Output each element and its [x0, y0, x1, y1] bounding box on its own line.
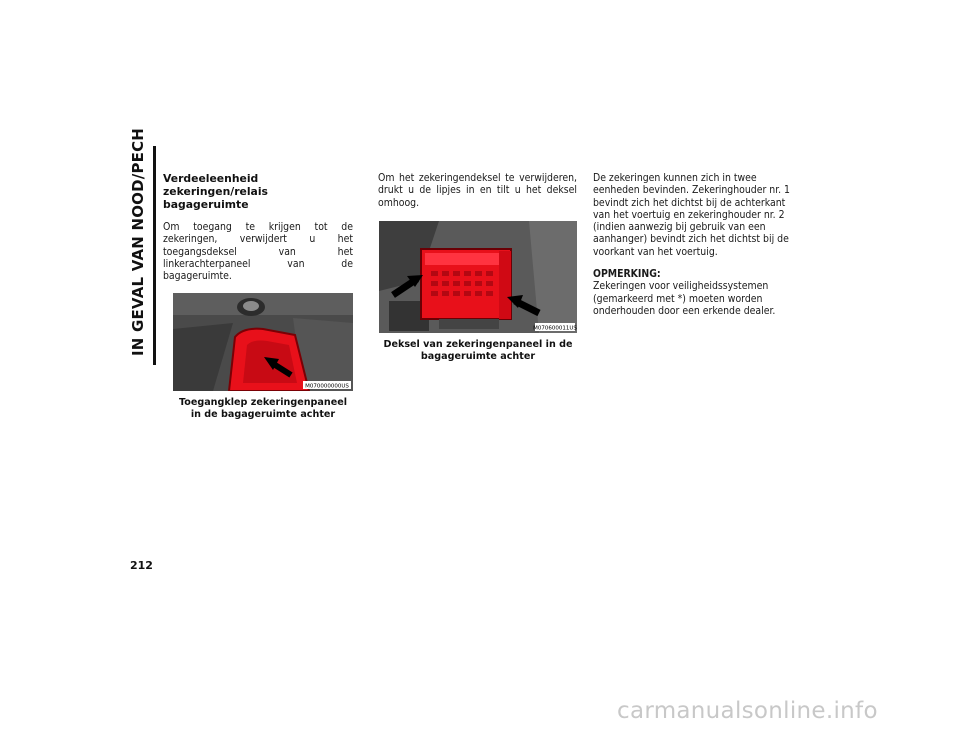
note-label: OPMERKING: — [593, 268, 661, 281]
column-2 — [378, 172, 577, 363]
side-tab-rule — [153, 146, 156, 365]
watermark: carmanualsonline.info — [617, 698, 878, 724]
figure-access-panel — [173, 293, 353, 391]
column-3 — [593, 172, 793, 317]
section-heading: Verdeeleenheid zekeringen/relais bagageruimte — [163, 172, 268, 211]
figure-code: M070000000US — [305, 383, 349, 390]
intro-paragraph: Om toegang te krijgen tot de zekeringen, verwijdert u het toegangsdeksel van het linkerachterpaneel van de bagageruimte. — [163, 221, 353, 283]
fuse-cover-illustration — [379, 221, 577, 333]
page-number: 212 — [130, 559, 153, 572]
cover-removal-paragraph: Om het zekeringendeksel te verwijderen, drukt u de lipjes in en tilt u het deksel omhoog. — [378, 172, 577, 209]
figure-fuse-cover — [379, 221, 577, 333]
figure-code: M070600011US — [533, 325, 577, 332]
fuse-location-paragraph: De zekeringen kunnen zich in twee eenheden bevinden. Zekeringhouder nr. 1 bevindt zich het dichtst bij de achterkant van het voertuig en zekeringhouder nr. 2 (indien aanwezig bij gebruik van een aanhanger) bevindt zich het dichtst bij de voorkant van het voertuig. — [593, 172, 791, 258]
note-text: Zekeringen voor veiligheidssystemen (gemarkeerd met *) moeten worden onderhouden door een erkende dealer. — [593, 280, 776, 317]
column-1 — [163, 172, 353, 421]
side-tab-label: IN GEVAL VAN NOOD/PECH — [129, 127, 147, 356]
access-panel-illustration — [173, 293, 353, 391]
figure-caption: Deksel van zekeringenpaneel in de bagageruimte achter — [383, 338, 573, 362]
figure-caption: Toegangklep zekeringenpaneel in de bagageruimte achter — [178, 397, 348, 421]
